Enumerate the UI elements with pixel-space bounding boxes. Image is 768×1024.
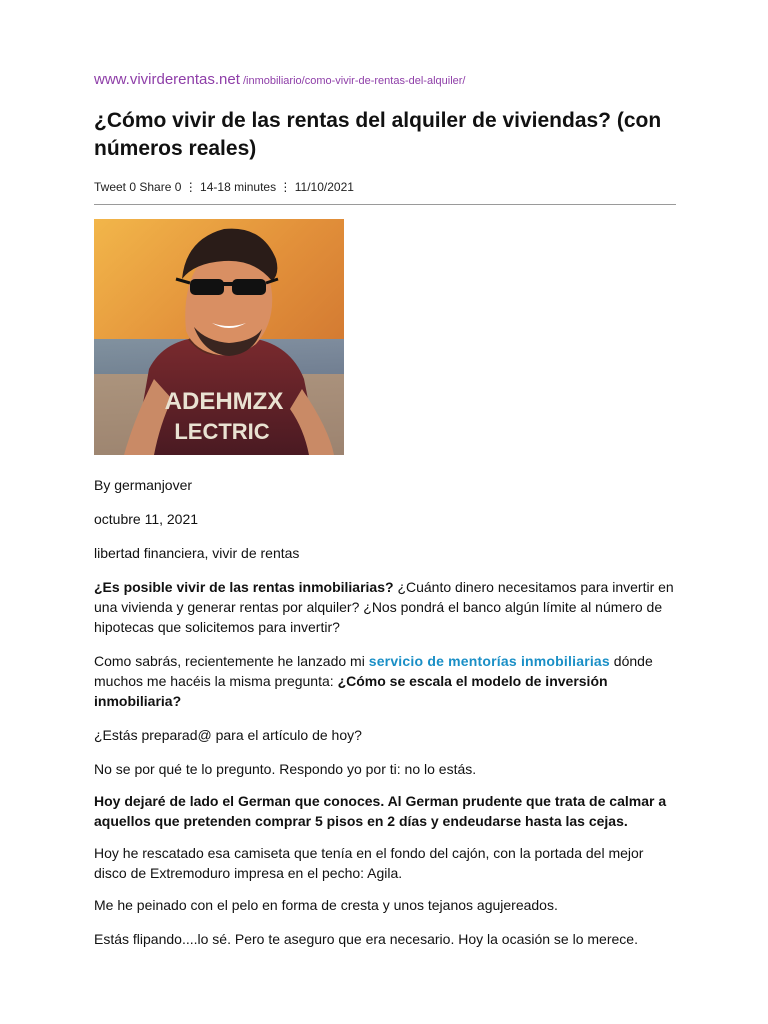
article-title: ¿Cómo vivir de las rentas del alquiler de viviendas? (con números reales) bbox=[94, 109, 662, 160]
intro-bold: ¿Es posible vivir de las rentas inmobiliarias? bbox=[94, 579, 394, 595]
paragraph-german bbox=[94, 791, 676, 831]
article-meta: Tweet 0 Share 0 ⋮ 14-18 minutes ⋮ 11/10/2021 bbox=[94, 180, 354, 194]
paragraph-intro bbox=[94, 577, 676, 637]
publish-date: octubre 11, 2021 bbox=[94, 511, 199, 527]
author-photo bbox=[94, 219, 344, 455]
divider bbox=[94, 204, 676, 205]
mentoring-question: ¿Cómo se escala el modelo de inversión inmobiliaria? bbox=[94, 673, 608, 709]
url-path[interactable]: /inmobiliario/como-vivir-de-rentas-del-alquiler/ bbox=[239, 75, 466, 87]
paragraph-answer: No se por qué te lo pregunto. Respondo yo por ti: no lo estás. bbox=[94, 761, 477, 777]
intro-text: ¿Cuánto dinero necesitamos para invertir en una vivienda y generar rentas por alquiler? ¿Nos pondrá el banco algún límite al número de hipotecas que solicitemos para invertir? bbox=[94, 579, 674, 635]
byline: By germanjover bbox=[94, 477, 193, 493]
paragraph-ready: ¿Estás preparad@ para el artículo de hoy? bbox=[94, 727, 362, 743]
article-page bbox=[94, 60, 676, 949]
url-domain[interactable]: www.vivirderentas.net bbox=[94, 71, 240, 88]
source-url[interactable] bbox=[94, 70, 676, 91]
paragraph-shirt: Hoy he rescatado esa camiseta que tenía en el fondo del cajón, con la portada del mejor disco de Extremoduro impresa en el pecho: Agila. bbox=[94, 845, 644, 881]
shirt-text-top: ADEHMZX bbox=[164, 388, 284, 415]
shirt-text-bottom: LECTRIC bbox=[174, 419, 270, 444]
paragraph-hair: Me he peinado con el pelo en forma de cresta y unos tejanos agujereados. bbox=[94, 897, 558, 913]
mentoring-text-start: Como sabrás, recientemente he lanzado mi bbox=[94, 653, 369, 669]
paragraph-flipando: Estás flipando....lo sé. Pero te aseguro que era necesario. Hoy la ocasión se lo merece. bbox=[94, 931, 638, 947]
german-bold: Hoy dejaré de lado el German que conoces. Al German prudente que trata de calmar a aquellos que pretenden comprar 5 pisos en 2 días y endeudarse hasta las cejas. bbox=[94, 793, 667, 829]
mentoring-service-link[interactable]: servicio de mentorías inmobiliarias bbox=[368, 653, 610, 669]
paragraph-mentoring bbox=[94, 651, 676, 711]
tags: libertad financiera, vivir de rentas bbox=[94, 545, 300, 561]
mentoring-text-mid: dónde muchos me hacéis la misma pregunta: bbox=[94, 653, 653, 689]
